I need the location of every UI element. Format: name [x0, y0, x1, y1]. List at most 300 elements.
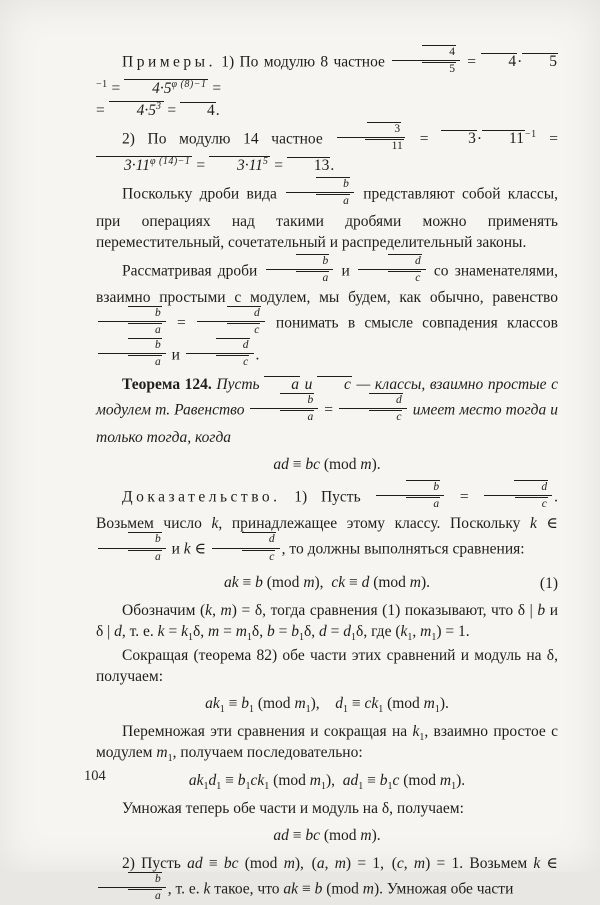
subscript: 1	[246, 632, 252, 644]
overlined-class: b	[128, 872, 162, 885]
bold-run: Теорема 124.	[122, 376, 212, 394]
subscript: 1	[167, 753, 173, 765]
text-run: =	[219, 623, 236, 640]
overlined-class: b	[406, 480, 440, 493]
math-variable: b	[537, 601, 546, 619]
text-run: 3·11	[124, 157, 150, 175]
fraction-denominator	[376, 496, 444, 511]
equation-body	[205, 695, 449, 716]
math-variable: k	[533, 854, 541, 872]
fraction-denominator	[212, 549, 280, 564]
congruences-equation-1	[96, 573, 558, 593]
fraction-numerator	[250, 393, 318, 409]
superscript: 3	[156, 100, 162, 112]
text-run: ).	[371, 826, 381, 844]
reducing-theorem-82-paragraph	[96, 645, 558, 687]
math-variable: m	[413, 854, 426, 872]
math-variable: d	[319, 623, 327, 640]
text-run: =	[320, 401, 338, 419]
text-run: (mod	[262, 573, 304, 591]
math-variable: m	[420, 623, 432, 640]
reduced-congruences-equation	[96, 694, 558, 714]
equation-body	[273, 456, 380, 473]
text-run: (mod	[319, 455, 361, 473]
text-run: ·	[517, 53, 523, 71]
math-variable: m	[309, 771, 321, 789]
fraction	[98, 338, 166, 369]
overlined-class: a	[316, 194, 350, 207]
text-run: представляют собой классы, при операциях над такими дробями можно применять переместительный, сочетательный и распределительный законы.	[96, 185, 558, 251]
text-run: ,	[412, 623, 421, 640]
text-run: и	[167, 345, 184, 363]
math-variable: k	[412, 723, 420, 741]
overlined-class: a	[280, 410, 314, 423]
page-number: 104	[84, 768, 106, 784]
text-run: =	[446, 488, 483, 506]
math-variable: ad	[273, 455, 289, 473]
superscript: φ (14)−1	[149, 155, 191, 167]
math-variable: b	[255, 573, 263, 591]
letterspaced-run: Доказательство.	[122, 488, 281, 506]
overlined-class: 11	[365, 139, 404, 152]
math-variable: ck	[250, 771, 265, 789]
text-run: ≡	[288, 826, 306, 844]
text-run: 1) Пусть	[280, 488, 375, 506]
text-run: 2) По модулю 14 частное	[122, 129, 336, 147]
text-run: =	[107, 80, 125, 98]
fraction-denominator	[484, 496, 552, 511]
text-run: 3·11	[236, 157, 263, 175]
text-block	[96, 47, 558, 905]
overlined-class: d	[216, 338, 250, 351]
text-run: и δ |	[96, 601, 558, 640]
fraction-numerator	[286, 177, 354, 193]
text-run: (mod	[399, 771, 440, 789]
math-variable: — классы, взаимно простые с модулем m. Равенство	[96, 376, 559, 419]
fraction-denominator	[186, 354, 254, 369]
text-run: =	[164, 623, 182, 640]
text-run: .	[330, 157, 335, 175]
theorem-124-paragraph	[96, 374, 558, 448]
math-variable: m	[220, 601, 232, 619]
math-variable: ak	[223, 573, 239, 591]
superscript: 5	[262, 155, 269, 167]
overlined-class: c	[242, 550, 275, 563]
math-variable: bc	[223, 854, 239, 872]
overlined-class: c	[227, 323, 260, 336]
fraction	[197, 306, 265, 337]
text-run: ∈	[540, 854, 558, 872]
math-variable: m	[235, 623, 247, 640]
math-variable: m	[423, 695, 435, 713]
math-variable: ck	[331, 573, 346, 591]
math-variable: k	[203, 880, 211, 898]
text-run: ≡	[345, 573, 362, 591]
math-variable: b	[237, 771, 246, 789]
overline-group	[209, 156, 270, 175]
text-run: , то должны выполняться сравнения:	[281, 540, 525, 558]
multiplying-congruences-paragraph	[96, 721, 558, 763]
fraction-denominator	[337, 138, 405, 153]
fraction	[186, 338, 254, 369]
math-variable: m	[303, 573, 315, 591]
math-variable: ak	[188, 771, 204, 789]
fraction	[98, 306, 166, 337]
text-run: (mod	[383, 695, 424, 713]
text-run: δ, где (	[356, 623, 401, 640]
overlined-class: d	[514, 480, 548, 493]
fraction	[98, 532, 166, 563]
overlined-class: a	[128, 550, 162, 563]
math-variable: k	[400, 623, 408, 640]
overlined-class: d	[242, 532, 276, 545]
math-variable: ak	[283, 880, 299, 898]
overlined-class: 3	[441, 130, 477, 147]
text-run: Поскольку дроби вида	[122, 185, 285, 203]
subscript: 1	[431, 632, 437, 644]
math-variable: m	[439, 771, 452, 789]
overlined-class: 5	[422, 62, 456, 75]
text-run: ,	[324, 854, 335, 872]
fraction-denominator	[286, 193, 354, 208]
fraction-denominator	[98, 888, 166, 903]
overlined-class: a	[264, 376, 300, 393]
text-run: (mod	[269, 771, 310, 789]
math-variable: Пусть	[211, 376, 265, 394]
text-run: .	[215, 101, 220, 119]
text-run: . Возьмем число	[96, 488, 559, 533]
math-variable: m	[409, 573, 421, 591]
fraction-numerator	[266, 254, 334, 270]
text-run: Перемножая эти сравнения и сокращая на	[122, 723, 413, 741]
text-run: (mod	[322, 880, 363, 898]
subscript: 1	[264, 780, 270, 792]
equation-number: (1)	[539, 574, 558, 592]
text-run: Рассматривая дроби	[122, 261, 264, 279]
math-variable: m	[156, 744, 168, 762]
text-run: ),	[314, 573, 332, 591]
fraction-numerator	[98, 338, 166, 354]
overlined-class: d	[369, 393, 403, 406]
text-run: , т. е.	[121, 623, 158, 640]
overlined-class: a	[128, 889, 162, 902]
subscript: 1	[358, 780, 364, 792]
math-variable: b	[314, 880, 323, 898]
overlined-class: 4	[422, 45, 456, 58]
overlined-class: 3	[367, 122, 401, 135]
equation-body	[188, 771, 466, 792]
text-run: (mod	[369, 573, 410, 591]
subscript: 1	[203, 780, 209, 792]
overlined-class: 11	[482, 130, 525, 147]
fraction-numerator	[339, 393, 407, 409]
fraction-numerator	[337, 122, 405, 138]
math-variable: ad	[342, 771, 359, 789]
math-variable: m	[208, 623, 220, 640]
math-variable: k	[157, 623, 165, 640]
math-variable: m	[360, 826, 372, 844]
text-run: , получаем последовательно:	[172, 744, 363, 762]
subscript: 1	[216, 780, 222, 792]
math-variable: m	[334, 854, 346, 872]
math-variable: m	[362, 880, 374, 898]
math-variable: d	[208, 771, 217, 789]
subscript: 1	[305, 704, 311, 716]
subscript: 1	[419, 732, 425, 744]
math-variable: b	[291, 623, 299, 640]
fraction	[484, 480, 552, 511]
text-run: ).	[371, 455, 381, 473]
math-variable: ad	[187, 854, 203, 872]
fractions-classes-paragraph	[96, 179, 558, 253]
fraction-denominator	[250, 409, 318, 424]
subscript: 1	[342, 704, 348, 716]
text-run: (mod	[238, 854, 284, 872]
text-run: ∈	[536, 515, 559, 533]
text-run: =	[461, 53, 482, 71]
text-run: ≡	[298, 880, 315, 898]
text-run: ≡	[363, 771, 380, 789]
final-congruence-equation	[96, 826, 558, 846]
text-run: ≡	[224, 695, 242, 713]
overlined-class: d	[227, 306, 261, 319]
fraction-numerator	[98, 872, 166, 888]
text-run: =	[167, 314, 195, 332]
overlined-class: b	[128, 532, 162, 545]
superscript: −1	[524, 128, 537, 140]
text-run: понимать в смысле совпадения классов	[266, 314, 558, 332]
text-run: =	[163, 101, 180, 119]
subscript: 1	[434, 704, 440, 716]
text-run: =	[96, 101, 109, 119]
text-run: ).	[456, 771, 466, 789]
text-run: ).	[421, 573, 431, 591]
text-run: ≡	[347, 695, 365, 713]
math-variable: k	[530, 515, 537, 533]
text-run: ≡	[238, 573, 256, 591]
text-run: ).	[439, 695, 449, 713]
text-run: со знаменателями, взаимно простыми с модулем, мы будем, как обычно, равенство	[96, 261, 558, 307]
subscript: 1	[387, 780, 393, 792]
overlined-class: b	[128, 306, 162, 319]
overlined-class: c	[515, 497, 548, 510]
overlined-class: a	[128, 323, 162, 336]
theorem-congruence-equation	[96, 455, 558, 475]
fraction	[392, 45, 460, 76]
fraction-denominator	[98, 322, 166, 337]
subscript: 1	[248, 704, 254, 716]
text-run: 4·5	[152, 80, 172, 98]
text-run: ) = 1, (	[345, 854, 397, 872]
multiplying-by-delta-paragraph	[96, 798, 558, 819]
text-run: ,	[403, 854, 414, 872]
math-variable: d	[335, 695, 343, 713]
text-run: Умножая теперь обе части и модуль на δ, получаем:	[122, 799, 464, 817]
math-variable: k	[205, 601, 213, 619]
fraction-numerator	[186, 338, 254, 354]
subscript: 1	[219, 704, 225, 716]
text-run: (mod	[319, 826, 361, 844]
math-variable: m	[283, 854, 295, 872]
text-run: ). Умножая обе части	[373, 880, 514, 898]
text-run: , т. е.	[167, 880, 204, 898]
fraction-denominator	[266, 270, 334, 285]
math-variable: m	[294, 695, 306, 713]
fraction-numerator	[484, 480, 552, 496]
text-run: =	[407, 129, 442, 147]
fraction-numerator	[376, 480, 444, 496]
math-variable: и	[299, 376, 317, 394]
overlined-class: d	[388, 254, 422, 267]
overline-group	[109, 101, 164, 120]
overlined-class: b	[316, 177, 350, 190]
math-variable: имеет место тогда и только тогда, когда	[96, 401, 558, 446]
text-run: , принадлежащее этому классу. Поскольку	[218, 515, 531, 533]
considering-fractions-paragraph	[96, 256, 558, 371]
overlined-class: c	[369, 410, 402, 423]
text-run: и	[167, 540, 184, 558]
denote-delta-paragraph	[96, 600, 558, 642]
text-run: Обозначим (	[122, 601, 206, 619]
examples-paragraph	[96, 47, 558, 121]
fraction-denominator	[98, 549, 166, 564]
overlined-class: 4	[180, 102, 216, 119]
text-run: такое, что	[210, 880, 284, 898]
text-run: =	[192, 157, 209, 175]
overlined-class: c	[388, 271, 421, 284]
math-variable: a	[316, 854, 325, 872]
overlined-class: b	[296, 254, 330, 267]
math-variable: b	[241, 695, 249, 713]
math-variable: d	[114, 623, 122, 640]
case-2-paragraph	[96, 853, 558, 905]
proof-paragraph	[96, 482, 558, 566]
math-variable: d	[361, 573, 370, 591]
math-variable: k	[181, 623, 188, 640]
subscript: 1	[187, 632, 193, 644]
text-run: ),	[310, 695, 336, 713]
subscript: 1	[407, 632, 413, 644]
superscript: −1	[96, 79, 108, 91]
math-variable: bc	[305, 826, 320, 844]
text-run: ≡	[288, 455, 306, 473]
text-run: =	[208, 80, 222, 98]
math-variable: c	[392, 771, 400, 789]
equation-body	[273, 827, 380, 844]
equation-body	[224, 574, 430, 591]
math-variable: ak	[205, 695, 220, 713]
text-run: ), (	[294, 854, 317, 872]
text-run: 4·5	[136, 101, 156, 119]
example-2-paragraph	[96, 124, 558, 177]
text-run: ·	[476, 129, 483, 147]
fraction	[286, 177, 354, 208]
subscript: 1	[451, 780, 457, 792]
text-run: δ,	[303, 623, 320, 640]
text-run: 2) Пусть	[122, 854, 188, 872]
fraction	[266, 254, 334, 285]
superscript: φ (8)−1	[171, 79, 207, 91]
math-variable: d	[343, 623, 352, 640]
subscript: 1	[298, 632, 304, 644]
fraction-numerator	[98, 532, 166, 548]
fraction-denominator	[392, 61, 460, 76]
math-variable: c	[396, 854, 404, 872]
fraction	[250, 393, 318, 424]
fraction	[339, 393, 407, 424]
fraction-numerator	[98, 306, 166, 322]
text-run: δ,	[192, 623, 209, 640]
overlined-class: c	[317, 376, 352, 393]
text-run: 1) По модулю 8 частное	[215, 53, 391, 71]
text-run: ≡	[221, 771, 238, 789]
overlined-class: c	[216, 355, 249, 368]
fraction-numerator	[212, 532, 280, 548]
overline-group	[124, 79, 208, 98]
text-run: и	[335, 261, 356, 279]
text-run: ),	[325, 771, 343, 789]
text-run: ≡	[202, 854, 224, 872]
overlined-class: 4	[481, 53, 517, 70]
text-run: ∈	[190, 540, 210, 558]
text-run: ) = 1.	[436, 623, 470, 640]
overlined-class: a	[406, 497, 440, 510]
math-variable: b	[379, 771, 388, 789]
text-run: =	[326, 623, 344, 640]
fraction	[376, 480, 444, 511]
fraction-numerator	[392, 45, 460, 61]
fraction-denominator	[339, 409, 407, 424]
math-variable: ad	[273, 826, 289, 844]
text-run: , взаимно простое с модулем	[96, 723, 558, 762]
fraction-denominator	[358, 270, 426, 285]
text-run: δ,	[251, 623, 267, 640]
math-variable: m	[360, 455, 372, 473]
math-variable: k	[183, 540, 191, 558]
overlined-class: 13	[287, 157, 331, 174]
overlined-class: a	[128, 355, 162, 368]
letterspaced-run: Примеры.	[122, 53, 216, 71]
fraction-numerator	[358, 254, 426, 270]
text-run: ,	[212, 601, 221, 619]
subscript: 1	[245, 780, 251, 792]
math-variable: k	[211, 515, 219, 533]
fraction-numerator	[197, 306, 265, 322]
text-run: ) = δ, тогда сравнения (1) показывают, что δ |	[231, 601, 538, 619]
subscript: 1	[378, 704, 384, 716]
overlined-class: 5	[522, 53, 558, 70]
fraction-denominator	[98, 354, 166, 369]
fraction	[98, 872, 166, 903]
text-run: .	[255, 345, 260, 363]
overlined-class: b	[280, 393, 314, 406]
math-variable: b	[266, 623, 275, 640]
overline-group	[96, 156, 192, 175]
fraction-denominator	[197, 322, 265, 337]
subscript: 1	[351, 632, 357, 644]
text-run: =	[270, 157, 287, 175]
math-variable: bc	[305, 455, 320, 473]
text-run: =	[536, 129, 558, 147]
overlined-class: a	[296, 271, 330, 284]
text-run: =	[274, 623, 292, 640]
fraction	[212, 532, 280, 563]
overlined-class: b	[128, 338, 162, 351]
text-run: ) = 1. Возьмем	[425, 854, 534, 872]
subscript: 1	[320, 780, 326, 792]
text-run: (mod	[253, 695, 295, 713]
math-variable: ck	[364, 695, 379, 713]
